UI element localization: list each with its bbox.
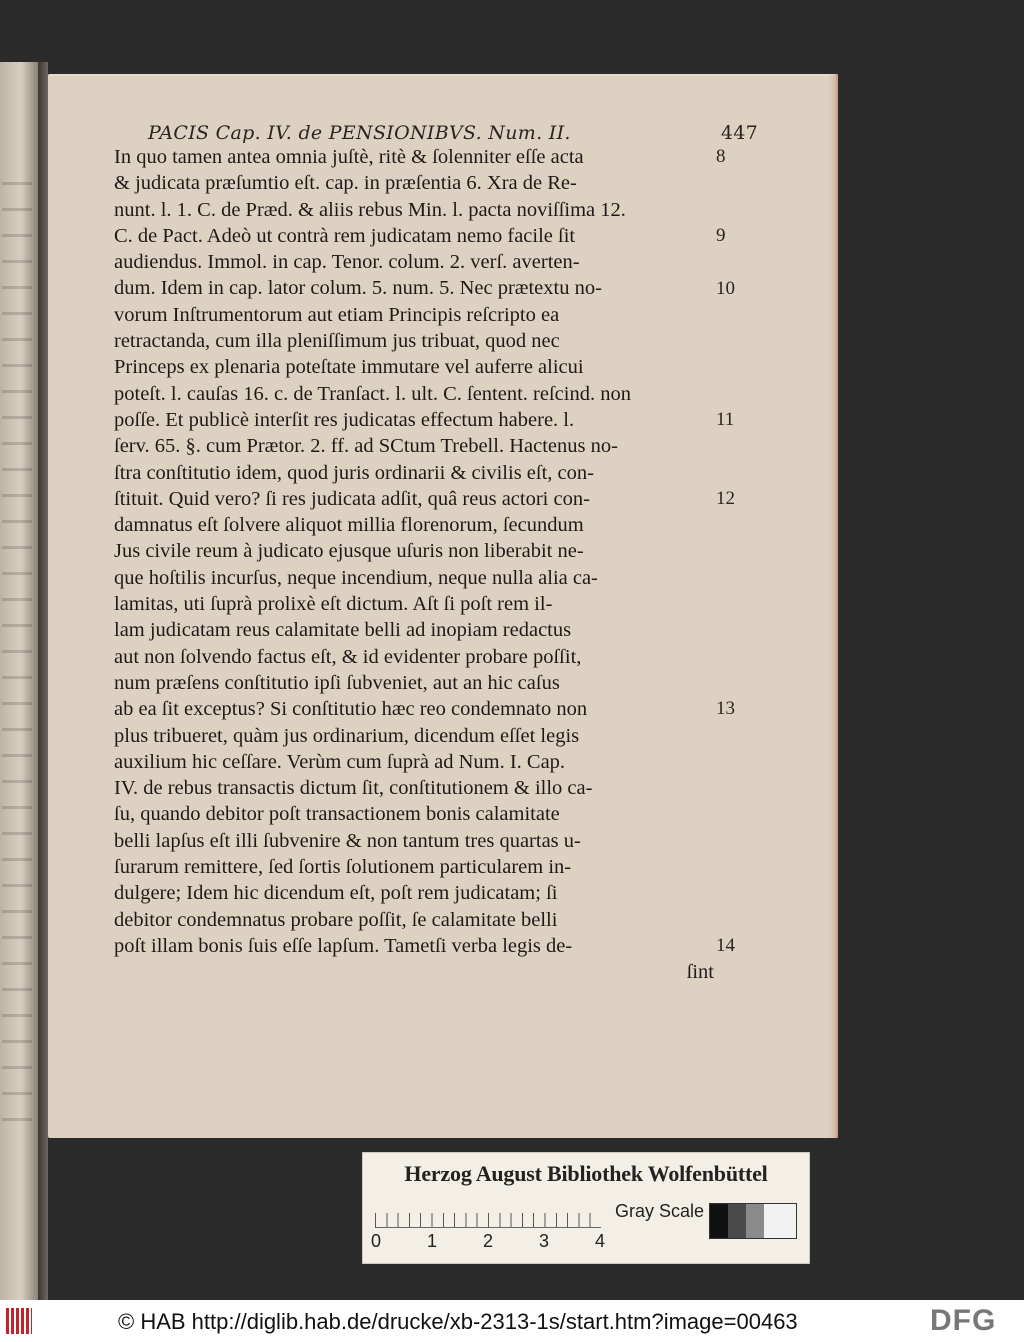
previous-page-edge xyxy=(0,62,38,1300)
barcode-icon xyxy=(6,1308,32,1334)
text-line: audiendus. Immol. in cap. Tenor. colum. 2. verſ. averten- xyxy=(114,251,580,274)
text-line: ſerv. 65. §. cum Prætor. 2. ff. ad SCtum Trebell. Hactenus no- xyxy=(114,435,618,458)
footer-bar xyxy=(0,1300,1024,1342)
scale-ruler xyxy=(375,1199,601,1228)
text-line: nunt. l. 1. C. de Præd. & aliis rebus Min. l. pacta noviſſima 12. xyxy=(114,198,626,221)
text-line: ſurarum remittere, ſed ſortis ſolutionem particularem in- xyxy=(114,856,572,879)
margin-number: 10 xyxy=(716,277,735,299)
text-line: debitor condemnatus probare poſſit, ſe calamitate belli xyxy=(114,908,558,931)
footer-citation: © HAB http://diglib.hab.de/drucke/xb-2313-1s/start.htm?image=00463 xyxy=(118,1309,798,1334)
text-line: num præſens conſtitutio ipſi ſubveniet, aut an hic caſus xyxy=(114,671,560,694)
text-line: belli lapſus eſt illi ſubvenire & non tantum tres quartas u- xyxy=(114,829,581,852)
text-line: In quo tamen antea omnia juſtè, ritè & ſolenniter eſſe acta xyxy=(114,146,584,168)
margin-number: 11 xyxy=(716,409,735,430)
text-line: ſu, quando debitor poſt transactionem bonis calamitate xyxy=(114,803,560,826)
text-line: & judicata præſumtio eſt. cap. in præſentia 6. Xra de Re- xyxy=(114,172,577,195)
text-line: ſtituit. Quid vero? ſi res judicata adſit, quâ reus actori con- xyxy=(114,487,590,510)
text-line: dulgere; Idem hic dicendum eſt, poſt rem judicatam; ſi xyxy=(114,882,558,905)
text-line: ab ea ſit exceptus? Si conſtitutio hæc reo condemnato non xyxy=(114,698,588,721)
previous-page-text-edge xyxy=(2,182,32,1122)
margin-number: 8 xyxy=(716,146,726,167)
card-title: Herzog August Bibliothek Wolfenbüttel xyxy=(404,1161,768,1186)
text-line: damnatus eſt ſolvere aliquot millia florenorum, ſecundum xyxy=(114,514,584,537)
text-line: lam judicatam reus calamitate belli ad inopiam redactus xyxy=(114,619,572,642)
text-line: retractanda, cum illa pleniſſimum jus tribuat, quod nec xyxy=(114,330,560,353)
gray-scale-swatches xyxy=(709,1203,797,1239)
text-line: aut non ſolvendo factus eſt, & id evidenter probare poſſit, xyxy=(114,645,582,668)
text-line: ſint xyxy=(686,961,714,984)
scale-number: 1 xyxy=(427,1231,438,1251)
text-line: poteſt. l. cauſas 16. c. de Tranſact. l. ult. C. ſentent. reſcind. non xyxy=(114,382,631,405)
margin-number: 9 xyxy=(716,224,726,246)
text-line: IV. de rebus transactis dictum ſit, conſtitutionem & illo ca- xyxy=(114,777,593,800)
scale-number: 3 xyxy=(539,1231,550,1251)
scale-numbers xyxy=(371,1231,611,1251)
text-line: vorum Inſtrumentorum aut etiam Principis reſcripto ea xyxy=(114,303,560,326)
scale-number: 2 xyxy=(483,1231,494,1251)
text-line: lamitas, uti ſuprà prolixè eſt dictum. Aſt ſi poſt rem il- xyxy=(114,593,553,616)
gray-scale-label: Gray Scale xyxy=(615,1201,705,1221)
text-line: plus tribueret, quàm jus ordinarium, dicendum eſſet legis xyxy=(114,724,580,747)
page-number: 447 xyxy=(720,122,758,144)
gray-swatch xyxy=(728,1204,746,1238)
text-line: Jus civile reum à judicato ejusque uſuris non liberabit ne- xyxy=(114,540,584,563)
text-line: auxilium hic ceſſare. Verùm cum ſuprà ad Num. I. Cap. xyxy=(114,750,566,773)
body-text xyxy=(114,144,714,986)
margin-number: 12 xyxy=(716,487,735,509)
text-line: ſtra conſtitutio idem, quod juris ordinarii & civilis eſt, con- xyxy=(114,461,594,484)
scale-number: 4 xyxy=(595,1231,606,1251)
margin-number: 14 xyxy=(716,935,735,956)
scanned-page xyxy=(48,74,838,1138)
text-line: C. de Pact. Adeò ut contrà rem judicatam nemo facile ſit xyxy=(114,224,576,247)
gray-swatch xyxy=(746,1204,764,1238)
dfg-logo: DFG xyxy=(930,1304,997,1337)
text-line: poſſe. Et publicè interſit res judicatas effectum habere. l. xyxy=(114,408,575,431)
gray-swatch xyxy=(710,1204,728,1238)
gray-swatch xyxy=(764,1204,796,1238)
color-calibration-card xyxy=(362,1152,810,1264)
text-line: poſt illam bonis ſuis eſſe lapſum. Tametſi verba legis de- xyxy=(114,934,573,957)
text-line: Princeps ex plenaria poteſtate immutare vel auferre alicui xyxy=(114,356,584,379)
running-head-title: PACIS Cap. IV. de PENSIONIBVS. Num. II. xyxy=(148,122,571,144)
book-spine xyxy=(38,62,48,1300)
text-line: que hoſtilis incurſus, neque incendium, neque nulla alia ca- xyxy=(114,566,598,589)
margin-number: 13 xyxy=(716,698,735,720)
text-line: dum. Idem in cap. lator colum. 5. num. 5. Nec prætextu no- xyxy=(114,277,602,300)
scale-number: 0 xyxy=(371,1231,382,1251)
